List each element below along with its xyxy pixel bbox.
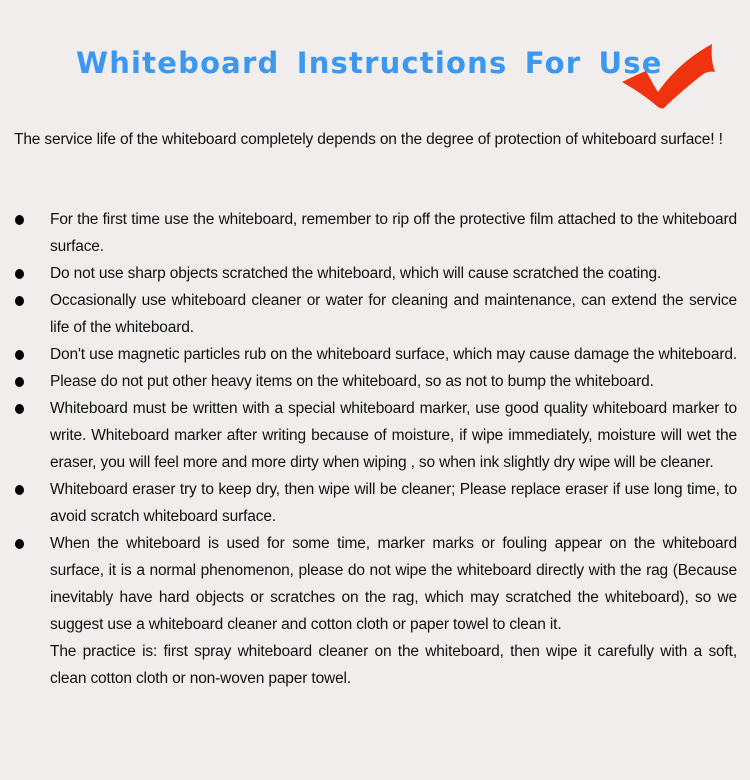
bullet-icon	[15, 296, 24, 306]
list-item	[0, 341, 750, 368]
list-item-text: When the whiteboard is used for some time, marker marks or fouling appear on the whiteboard surface, it is a normal phenomenon, please do not wipe the whiteboard directly with the rag (Because inevitably have hard objects or scratches on the rag, which may scratched the whiteboard), so we suggest use a whiteboard cleaner and cotton cloth or paper towel to clean it.	[50, 535, 737, 633]
list-item-text: Please do not put other heavy items on the whiteboard, so as not to bump the whiteboard.	[50, 373, 654, 390]
practice-note: The practice is: first spray whiteboard cleaner on the whiteboard, then wipe it carefully with a soft, clean cotton cloth or non-woven paper towel.	[50, 643, 737, 687]
bullet-icon	[15, 215, 24, 225]
header-banner	[0, 0, 750, 120]
list-item-text: Don't use magnetic particles rub on the whiteboard surface, which may cause damage the whiteboard.	[50, 346, 738, 363]
bullet-icon	[15, 377, 24, 387]
list-item-text: Whiteboard must be written with a special whiteboard marker, use good quality whiteboard marker to write. Whiteboard marker after writing because of moisture, if wipe immediately, moisture will wet the eraser, you will feel more and more dirty when wiping , so when ink slightly dry wipe will be cleaner.	[50, 400, 737, 471]
list-item	[0, 368, 750, 395]
list-item-text: Occasionally use whiteboard cleaner or water for cleaning and maintenance, can extend the service life of the whiteboard.	[50, 292, 737, 336]
list-item-text: Whiteboard eraser try to keep dry, then wipe will be cleaner; Please replace eraser if use long time, to avoid scratch whiteboard surface.	[50, 481, 737, 525]
list-item-text: For the first time use the whiteboard, remember to rip off the protective film attached to the whiteboard surface.	[50, 211, 737, 255]
check-mark-icon	[620, 42, 718, 110]
bullet-icon	[15, 485, 24, 495]
list-item	[0, 476, 750, 530]
bullet-icon	[15, 350, 24, 360]
list-item	[0, 395, 750, 476]
list-item	[0, 206, 750, 260]
instructions-list	[0, 206, 750, 692]
list-item	[0, 530, 750, 638]
list-item-text: Do not use sharp objects scratched the whiteboard, which will cause scratched the coating.	[50, 265, 662, 282]
list-item	[0, 260, 750, 287]
bullet-icon	[15, 539, 24, 549]
page-title: Whiteboard Instructions For Use	[76, 46, 663, 80]
list-item	[0, 287, 750, 341]
intro-paragraph: The service life of the whiteboard completely depends on the degree of protection of whiteboard surface! !	[14, 131, 723, 148]
bullet-icon	[15, 269, 24, 279]
bullet-icon	[15, 404, 24, 414]
